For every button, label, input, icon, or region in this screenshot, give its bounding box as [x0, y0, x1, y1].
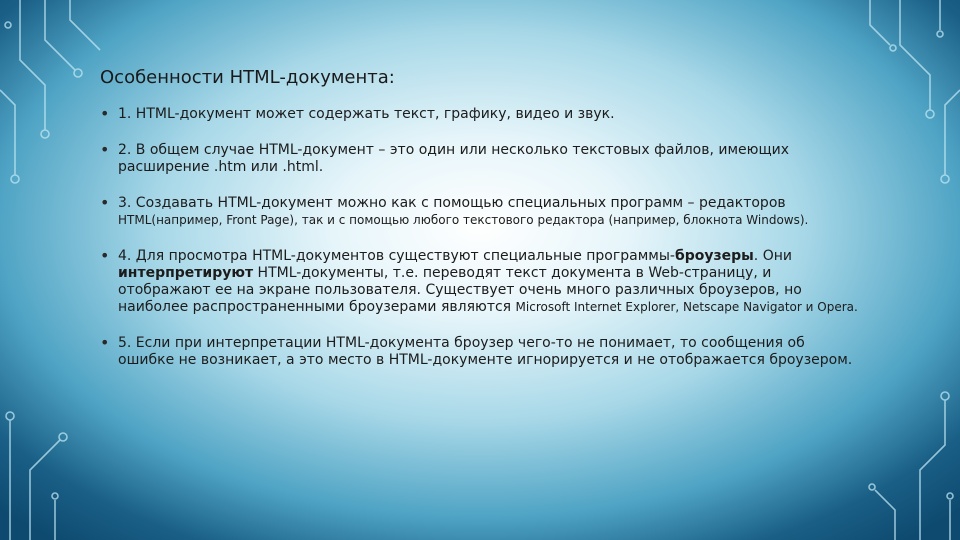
bullet-list [100, 106, 860, 369]
item-text: 2. В общем случае HTML-документ – это один или несколько текстовых файлов, имеющих расширение .htm или .html. [118, 142, 790, 175]
slide-content [100, 66, 860, 388]
list-item [100, 195, 860, 229]
slide-title: Особенности HTML-документа: [100, 67, 395, 88]
browser-names: Microsoft Internet Explorer, Netscape Navigator и Opera. [515, 300, 858, 314]
term-interpret: интерпретируют [118, 265, 254, 281]
list-item [100, 106, 860, 123]
item-text-small: HTML(например, Front Page), так и с помощью любого текстового редактора (например, блокнота Windows). [118, 213, 809, 227]
bullet-icon: • [100, 333, 110, 352]
term-browsers: броузеры [674, 248, 754, 264]
list-item [100, 248, 860, 316]
bullet-icon: • [100, 193, 110, 212]
list-item [100, 142, 860, 176]
item-text: HTML-документы, т.е. переводят текст документа в Web-страницу, и отображают ее на экране пользователя. Существует очень много различных броузеров, но наиболее распространенными броузерами являются [118, 265, 802, 315]
bullet-icon: • [100, 246, 110, 265]
item-text: 5. Если при интерпретации HTML-документа броузер чего-то не понимает, то сообщения об ошибке не возникает, а это место в HTML-документе игнорируется и не отображается броузером. [118, 335, 853, 368]
item-text: 4. Для просмотра HTML-документов существуют специальные программы- [118, 248, 675, 264]
item-text: 1. HTML-документ может содержать текст, графику, видео и звук. [118, 106, 615, 122]
item-text: 3. Создавать HTML-документ можно как с помощью специальных программ – редакторов [118, 195, 786, 211]
bullet-icon: • [100, 104, 110, 123]
list-item [100, 335, 860, 369]
bullet-icon: • [100, 140, 110, 159]
item-text: . Они [753, 248, 792, 264]
